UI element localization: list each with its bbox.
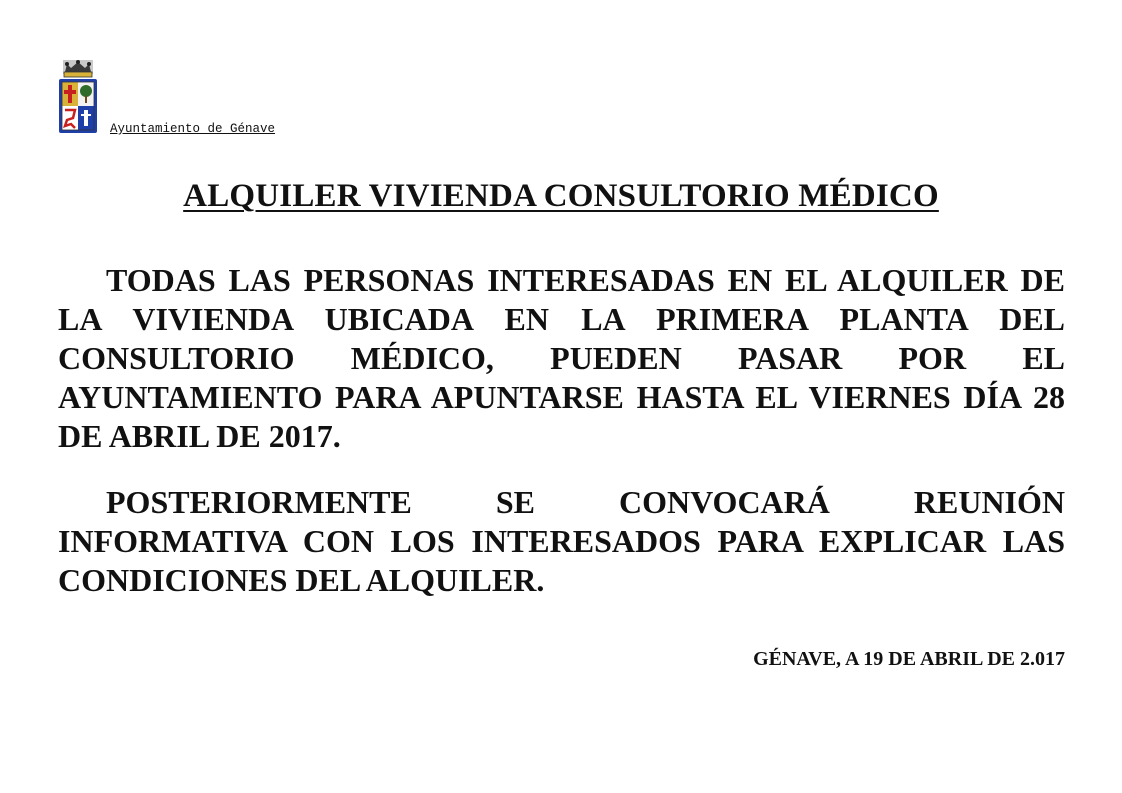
document-header (56, 58, 275, 136)
announcement-paragraph: TODAS LAS PERSONAS INTERESADAS EN EL ALQUILER DE LA VIVIENDA UBICADA EN LA PRIMERA PLANTA DEL CONSULTORIO MÉDICO, PUEDEN PASAR POR EL AYUNTAMIENTO PARA APUNTARSE HASTA EL VIERNES DÍA 28 DE ABRIL DE 2017. (58, 262, 1065, 454)
municipality-name: Ayuntamiento de Génave (110, 122, 276, 136)
document-title: ALQUILER VIVIENDA CONSULTORIO MÉDICO (183, 178, 939, 214)
followup-paragraph: POSTERIORMENTE SE CONVOCARÁ REUNIÓN INFORMATIVA CON LOS INTERESADOS PARA EXPLICAR LAS CONDICIONES DEL ALQUILER. (58, 484, 1065, 598)
coat-of-arms-icon (56, 58, 100, 136)
place-and-date: GÉNAVE, A 19 DE ABRIL DE 2.017 (753, 648, 1065, 670)
